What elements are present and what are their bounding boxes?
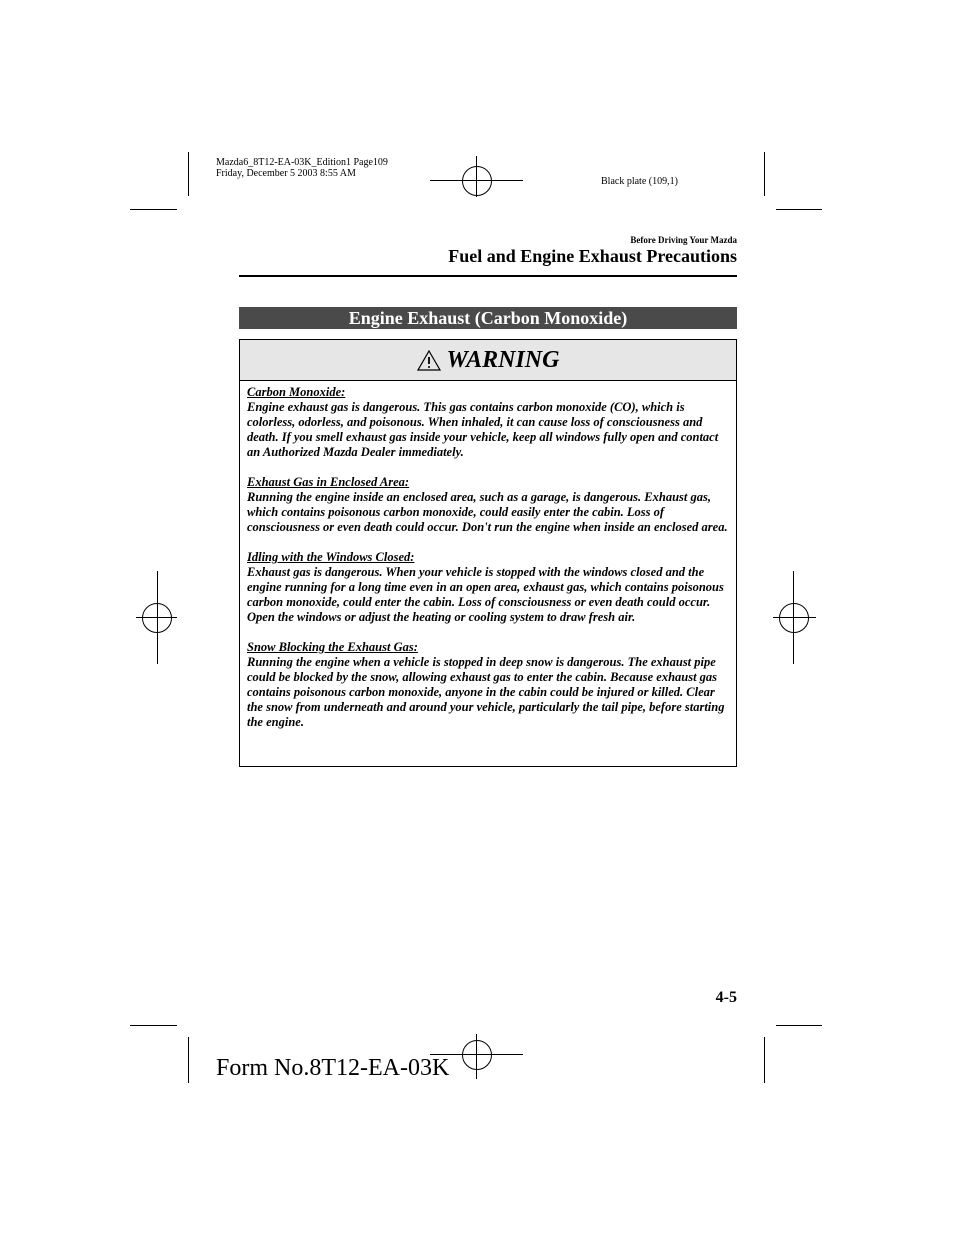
warning-body	[240, 381, 736, 730]
slug-filename: Mazda6_8T12-EA-03K_Edition1 Page109	[216, 157, 388, 168]
warning-section-heading: Exhaust Gas in Enclosed Area:	[247, 475, 410, 489]
warning-section	[247, 385, 730, 460]
crop-mark	[776, 209, 822, 210]
crop-mark	[764, 152, 765, 196]
warning-section-text: Running the engine inside an enclosed area, such as a garage, is dangerous. Exhaust gas, which contains poisonous carbon monoxide, could easily enter the cabin. Loss of consciousness or even death could occur. Don't run the engine when inside an enclosed area.	[247, 490, 728, 534]
print-slug	[216, 157, 388, 179]
warning-header	[240, 340, 736, 381]
crop-mark	[130, 209, 177, 210]
warning-triangle-icon	[417, 350, 441, 371]
crop-mark	[764, 1037, 765, 1083]
warning-box	[239, 339, 737, 767]
warning-section-text: Running the engine when a vehicle is stopped in deep snow is dangerous. The exhaust pipe could be blocked by the snow, allowing exhaust gas to enter the cabin. Because exhaust gas contains poisonous carbon monoxide, anyone in the cabin could be injured or killed. Clear the snow from underneath and around your vehicle, particularly the tail pipe, before starting the engine.	[247, 655, 725, 729]
warning-section-heading: Carbon Monoxide:	[247, 385, 346, 399]
topic-banner: Engine Exhaust (Carbon Monoxide)	[239, 307, 737, 329]
crop-mark	[188, 1037, 189, 1083]
title-rule	[239, 275, 737, 277]
warning-section-heading: Idling with the Windows Closed:	[247, 550, 415, 564]
slug-timestamp: Friday, December 5 2003 8:55 AM	[216, 168, 356, 179]
page-title: Fuel and Engine Exhaust Precautions	[448, 246, 737, 266]
warning-section	[247, 640, 730, 730]
warning-title: WARNING	[446, 346, 560, 373]
crop-mark	[776, 1025, 822, 1026]
crop-mark	[130, 1025, 177, 1026]
warning-section-text: Exhaust gas is dangerous. When your vehicle is stopped with the windows closed and the engine running for a long time even in an open area, exhaust gas, which contains poisonous carbon monoxide, could enter the cabin. Loss of consciousness or even death could occur. Open the windows or adjust the heating or cooling system to draw fresh air.	[247, 565, 724, 624]
warning-section-text: Engine exhaust gas is dangerous. This gas contains carbon monoxide (CO), which is colorless, odorless, and poisonous. When inhaled, it can cause loss of consciousness and death. If you smell exhaust gas inside your vehicle, keep all windows fully open and contact an Authorized Mazda Dealer immediately.	[247, 400, 719, 459]
plate-label: Black plate (109,1)	[601, 176, 678, 187]
warning-section	[247, 475, 730, 535]
section-label: Before Driving Your Mazda	[630, 235, 737, 245]
crop-mark	[188, 152, 189, 196]
page-number: 4-5	[715, 989, 737, 1006]
form-number: Form No.8T12-EA-03K	[216, 1055, 450, 1081]
warning-section	[247, 550, 730, 625]
warning-section-heading: Snow Blocking the Exhaust Gas:	[247, 640, 418, 654]
